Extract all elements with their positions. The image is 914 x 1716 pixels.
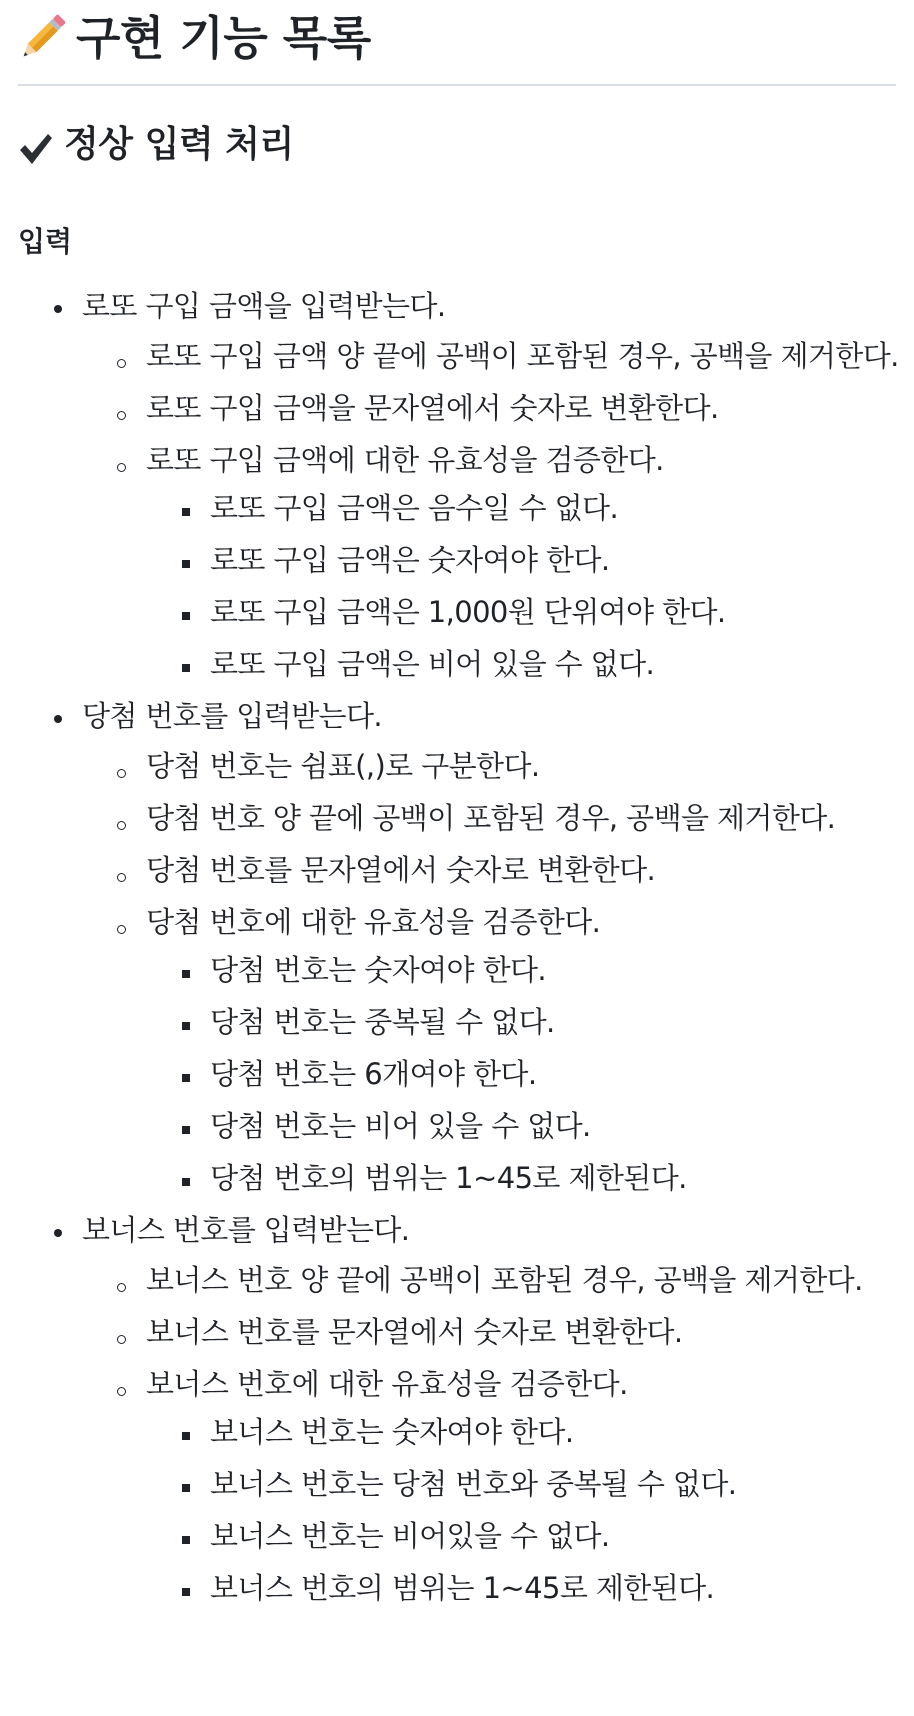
rule-list <box>146 486 896 686</box>
sub-list-item-text: 당첨 번호는 쉼표(,)로 구분한다. <box>146 749 540 783</box>
bullet-square-icon <box>182 664 190 672</box>
bullet-circle-icon <box>117 925 126 934</box>
rule-list-item <box>146 1566 896 1610</box>
rule-list-item-text: 당첨 번호는 6개여야 한다. <box>210 1057 537 1091</box>
rule-list-item-text: 보너스 번호는 비어있을 수 없다. <box>210 1519 610 1553</box>
rule-list-item-text: 당첨 번호는 중복될 수 없다. <box>210 1005 555 1039</box>
sub-list-item <box>82 1310 896 1354</box>
bullet-square-icon <box>182 1484 190 1492</box>
sub-list-item <box>82 848 896 892</box>
bullet-square-icon <box>182 1126 190 1134</box>
bullet-square-icon <box>182 508 190 516</box>
bullet-square-icon <box>182 1074 190 1082</box>
rule-list-item <box>146 1156 896 1200</box>
rule-list-item <box>146 1052 896 1096</box>
rule-list-item-text: 로또 구입 금액은 음수일 수 없다. <box>210 491 619 525</box>
list-item-text: 당첨 번호를 입력받는다. <box>82 699 382 733</box>
bullet-square-icon <box>182 612 190 620</box>
sub-list-item-text: 당첨 번호를 문자열에서 숫자로 변환한다. <box>146 853 656 887</box>
sub-list-item <box>82 744 896 788</box>
section-title: 정상 입력 처리 <box>64 124 294 165</box>
sub-list-item-text: 보너스 번호 양 끝에 공백이 포함된 경우, 공백을 제거한다. <box>146 1263 863 1297</box>
rule-list-item <box>146 642 896 686</box>
bullet-disc-icon <box>54 715 62 723</box>
section-heading <box>18 86 896 178</box>
bullet-circle-icon <box>117 1283 126 1292</box>
subheading: 입력 <box>18 225 73 258</box>
rule-list-item-text: 당첨 번호의 범위는 1~45로 제한된다. <box>210 1161 687 1195</box>
rule-list-item-text: 보너스 번호의 범위는 1~45로 제한된다. <box>210 1571 715 1605</box>
list-item <box>18 1208 896 1610</box>
list-item-text: 로또 구입 금액을 입력받는다. <box>82 289 446 323</box>
bullet-disc-icon <box>54 1229 62 1237</box>
bullet-square-icon <box>182 1022 190 1030</box>
rule-list-item <box>146 1104 896 1148</box>
check-mark-icon <box>18 132 54 166</box>
bullet-circle-icon <box>117 873 126 882</box>
rule-list-item <box>146 538 896 582</box>
list-item <box>18 284 899 686</box>
rule-list-item <box>146 1514 896 1558</box>
rule-list-item-text: 보너스 번호는 당첨 번호와 중복될 수 없다. <box>210 1467 737 1501</box>
bullet-disc-icon <box>54 305 62 313</box>
bullet-circle-icon <box>117 1387 126 1396</box>
bullet-square-icon <box>182 560 190 568</box>
rule-list-item <box>146 1462 896 1506</box>
bullet-circle-icon <box>117 1335 126 1344</box>
list-item <box>18 694 896 1200</box>
bullet-circle-icon <box>117 359 126 368</box>
rule-list-item <box>146 1410 896 1454</box>
rule-list-item-text: 로또 구입 금액은 숫자여야 한다. <box>210 543 610 577</box>
feature-list <box>18 284 899 1610</box>
rule-list-item-text: 당첨 번호는 숫자여야 한다. <box>210 953 547 987</box>
bullet-square-icon <box>182 1178 190 1186</box>
sub-list-item <box>82 900 896 1200</box>
page-title: 구현 기능 목록 <box>76 11 371 65</box>
sub-list-item <box>82 796 896 840</box>
rule-list-item <box>146 1000 896 1044</box>
bullet-circle-icon <box>117 769 126 778</box>
sub-list-item-text: 로또 구입 금액을 문자열에서 숫자로 변환한다. <box>146 391 719 425</box>
sub-list <box>82 1258 896 1610</box>
sub-list-item <box>82 1362 896 1610</box>
sub-list-item-text: 보너스 번호를 문자열에서 숫자로 변환한다. <box>146 1315 683 1349</box>
bullet-circle-icon <box>117 821 126 830</box>
sub-list-item-text: 당첨 번호에 대한 유효성을 검증한다. <box>146 905 601 939</box>
rule-list-item <box>146 948 896 992</box>
rule-list-item-text: 보너스 번호는 숫자여야 한다. <box>210 1415 574 1449</box>
bullet-square-icon <box>182 1588 190 1596</box>
rule-list <box>146 1410 896 1610</box>
bullet-circle-icon <box>117 411 126 420</box>
sub-list-item <box>82 438 896 686</box>
sub-list-item-text: 보너스 번호에 대한 유효성을 검증한다. <box>146 1367 628 1401</box>
pencil-icon <box>18 14 66 62</box>
rule-list <box>146 948 896 1200</box>
sub-list-item <box>82 386 896 430</box>
sub-list-item <box>82 334 899 378</box>
rule-list-item <box>146 486 896 530</box>
rule-list-item-text: 로또 구입 금액은 비어 있을 수 없다. <box>210 647 655 681</box>
page-heading <box>18 0 896 86</box>
rule-list-item-text: 당첨 번호는 비어 있을 수 없다. <box>210 1109 591 1143</box>
sub-list-item-text: 로또 구입 금액 양 끝에 공백이 포함된 경우, 공백을 제거한다. <box>146 339 899 373</box>
bullet-square-icon <box>182 970 190 978</box>
bullet-square-icon <box>182 1432 190 1440</box>
bullet-circle-icon <box>117 463 126 472</box>
rule-list-item-text: 로또 구입 금액은 1,000원 단위여야 한다. <box>210 595 726 629</box>
sub-list <box>82 334 899 686</box>
sub-list-item <box>82 1258 896 1302</box>
rule-list-item <box>146 590 896 634</box>
bullet-square-icon <box>182 1536 190 1544</box>
list-item-text: 보너스 번호를 입력받는다. <box>82 1213 410 1247</box>
sub-list <box>82 744 896 1200</box>
sub-list-item-text: 로또 구입 금액에 대한 유효성을 검증한다. <box>146 443 664 477</box>
sub-list-item-text: 당첨 번호 양 끝에 공백이 포함된 경우, 공백을 제거한다. <box>146 801 836 835</box>
